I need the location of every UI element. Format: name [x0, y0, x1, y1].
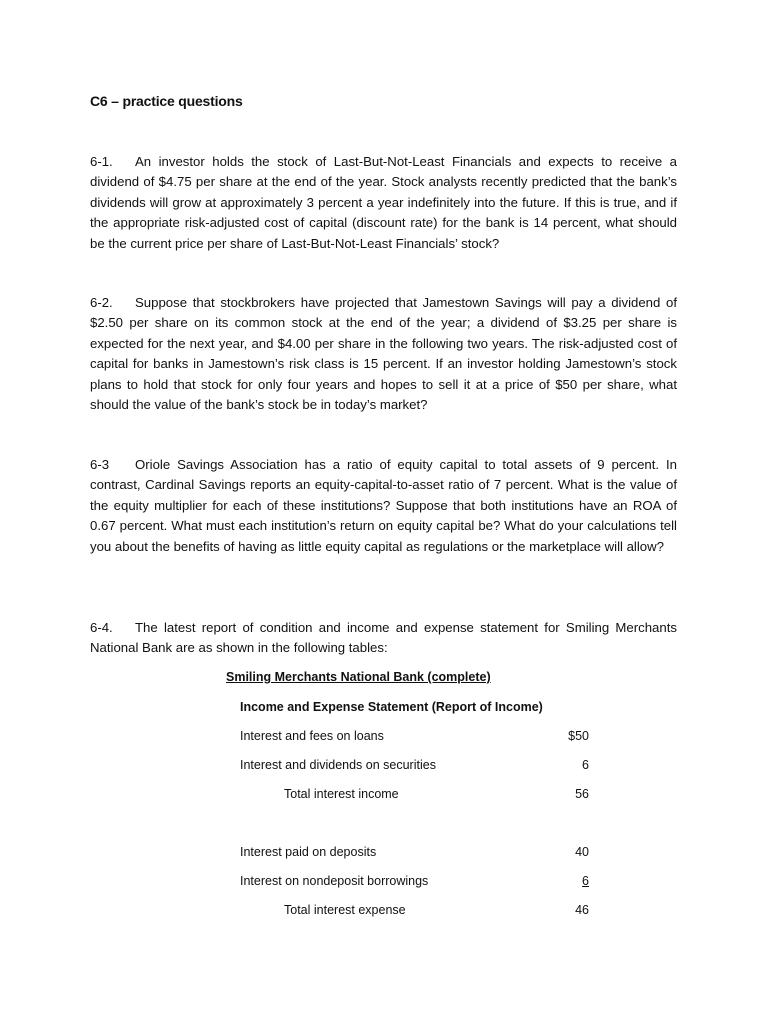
question-6-3 [90, 455, 677, 557]
row-value: 40 [575, 845, 589, 859]
question-number: 6-1. [90, 154, 113, 169]
row-value: 46 [575, 903, 589, 917]
row-label: Interest on nondeposit borrowings [240, 874, 429, 888]
statement-title: Income and Expense Statement (Report of Income) [240, 700, 543, 714]
question-6-2 [90, 293, 677, 415]
row-value: 6 [582, 874, 589, 888]
question-text: The latest report of condition and income and expense statement for Smiling Merchants National Bank are as shown in the following tables: [90, 620, 677, 656]
table-row-total [240, 903, 590, 921]
row-label: Interest and fees on loans [240, 729, 384, 743]
question-number: 6-3 [90, 457, 110, 472]
table-row [240, 758, 590, 776]
question-text: Oriole Savings Association has a ratio of equity capital to total assets of 9 percent. In contrast, Cardinal Savings reports an equity-capital-to-asset ratio of 7 percent. What is the value of the equity multiplier for each of these institutions? Suppose that both institutions have an ROA of 0.67 percent. What must each institution’s return on equity capital be? What do your calculations tell you about the benefits of having as little equity capital as regulations or the marketplace will allow? [90, 457, 677, 554]
row-value: $50 [568, 729, 589, 743]
page-title: C6 – practice questions [90, 93, 243, 109]
row-label: Interest and dividends on securities [240, 758, 436, 772]
question-text: Suppose that stockbrokers have projected that Jamestown Savings will pay a dividend of $2.50 per share on its common stock at the end of the year; a dividend of $3.25 per share is expected for the next year, and $4.00 per share in the following two years. The risk-adjusted cost of capital for banks in Jamestown’s risk class is 15 percent. If an investor holding Jamestown’s stock plans to hold that stock for only four years and hopes to sell it at a price of $50 per share, what should the value of the bank’s stock be in today’s market? [90, 295, 677, 413]
question-number: 6-4. [90, 620, 113, 635]
table-row [240, 874, 590, 892]
row-label: Total interest income [284, 787, 399, 801]
row-label: Total interest expense [284, 903, 406, 917]
table-row [240, 845, 590, 863]
question-6-4 [90, 618, 677, 659]
row-value: 56 [575, 787, 589, 801]
row-value: 6 [582, 758, 589, 772]
table-row [240, 729, 590, 747]
question-number: 6-2. [90, 295, 113, 310]
table-title: Smiling Merchants National Bank (complete) [226, 670, 491, 684]
table-row-total [240, 787, 590, 805]
row-label: Interest paid on deposits [240, 845, 377, 859]
question-text: An investor holds the stock of Last-But-Not-Least Financials and expects to receive a dividend of $4.75 per share at the end of the year. Stock analysts recently predicted that the bank’s dividends will grow at approximately 3 percent a year indefinitely into the future. If this is true, and if the appropriate risk-adjusted cost of capital (discount rate) for the bank is 14 percent, what should be the current price per share of Last-But-Not-Least Financials’ stock? [90, 154, 677, 251]
question-6-1 [90, 152, 677, 254]
